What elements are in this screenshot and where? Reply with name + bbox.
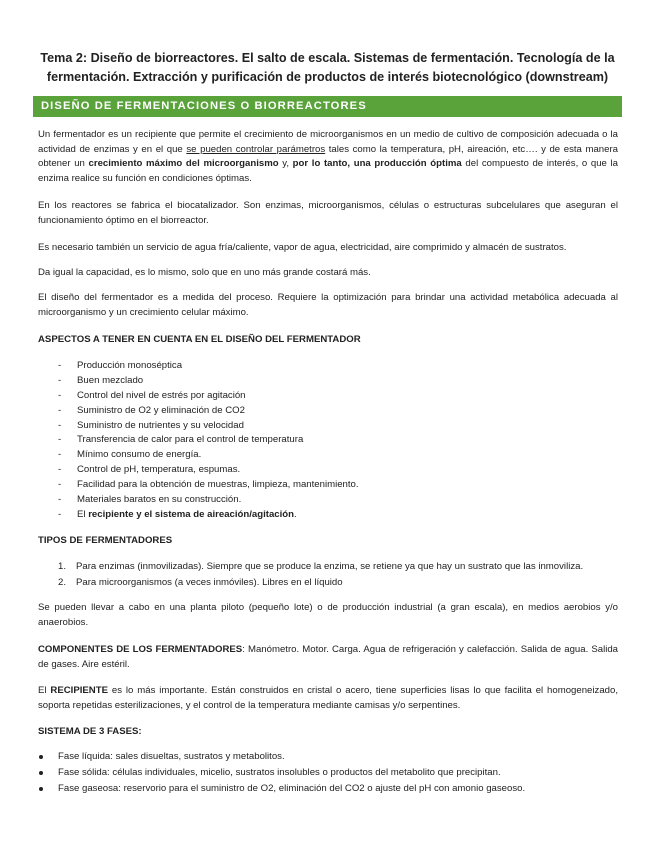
- types-heading: TIPOS DE FERMENTADORES: [38, 535, 173, 546]
- intro-text-d: del compuesto de interés, o que la enzima realice su función en condiciones óptimas.: [38, 158, 618, 184]
- paragraph-components: COMPONENTES DE LOS FERMENTADORES: Manómetro. Motor. Carga. Agua de refrigeración y calefacción. Salida de agua. Salida de gases. Aire estéril.: [38, 644, 619, 670]
- phases-heading: SISTEMA DE 3 FASES:: [38, 726, 142, 737]
- bullet-icon: [39, 787, 43, 791]
- list-item: Fase gaseosa: reservorio para el suministro de O2, eliminación del CO2 o ajuste del pH con amonio gaseoso.: [38, 781, 525, 797]
- list-item: - Suministro de O2 y eliminación de CO2: [58, 404, 245, 416]
- types-list: [58, 559, 583, 590]
- intro-bold-2: por lo tanto, una producción óptima: [292, 158, 462, 170]
- list-item: - Materiales baratos en su construcción.: [58, 494, 242, 506]
- section-banner-label: DISEÑO DE FERMENTACIONES O BIORREACTORES: [41, 100, 367, 112]
- paragraph-capacity: Da igual la capacidad, es lo mismo, solo que en uno más grande costará más.: [38, 267, 371, 278]
- components-label: COMPONENTES DE LOS FERMENTADORES: [38, 644, 243, 655]
- bullet-icon: [39, 771, 43, 775]
- list-item: Fase líquida: sales disueltas, sustratos y metabolitos.: [38, 749, 525, 765]
- paragraph-design: El diseño del fermentador es a medida del proceso. Requiere la optimización para brindar una actividad metabólica adecuada al microorganismo y un crecimiento celular máximo.: [38, 292, 618, 318]
- phases-list: [38, 749, 525, 798]
- bullet-icon: [39, 755, 43, 759]
- list-item: - Control del nivel de estrés por agitación: [58, 389, 246, 401]
- intro-underlined: se pueden controlar parámetros: [186, 143, 326, 155]
- list-item: - Control de pH, temperatura, espumas.: [58, 464, 241, 476]
- section-banner: [33, 96, 622, 117]
- list-item-last: - El recipiente y el sistema de aireación/agitación.: [58, 508, 297, 520]
- document-title: Tema 2: Diseño de biorreactores. El salto de escala. Sistemas de fermentación. Tecnología de la fermentación. Extracción y purificación de productos de interés biotecnológico (downstream): [40, 51, 615, 84]
- intro-text-b: tales como la temperatura, pH, aireación, etc…. y de esta manera obtener un: [38, 143, 618, 170]
- list-item: - Buen mezclado: [58, 374, 144, 386]
- paragraph-services: Es necesario también un servicio de agua fría/caliente, vapor de agua, electricidad, aire comprimido y almacén de sustratos.: [38, 242, 567, 253]
- list-item: - Transferencia de calor para el control de temperatura: [58, 434, 304, 446]
- intro-bold-1: crecimiento máximo del microorganismo: [88, 158, 279, 170]
- aspects-heading: ASPECTOS A TENER EN CUENTA EN EL DISEÑO DEL FERMENTADOR: [38, 334, 361, 345]
- list-item: - Producción monoséptica: [58, 360, 183, 371]
- paragraph-scale: Se pueden llevar a cabo en una planta piloto (pequeño lote) o de producción industrial (a gran escala), en medios aerobios y/o anaerobios.: [38, 602, 618, 628]
- paragraph-reactors: En los reactores se fabrica el biocatalizador. Son enzimas, microorganismos, células o estructuras subcelulares que aseguran el funcionamiento óptimo en el biorreactor.: [38, 200, 618, 226]
- aspects-list: [58, 359, 359, 523]
- list-item: - Suministro de nutrientes y su velocidad: [58, 419, 244, 431]
- list-item: 1. Para enzimas (inmovilizadas). Siempre que se produce la enzima, se retiene ya que hay un sustrato que las inmoviliza.: [58, 561, 584, 572]
- paragraph-intro: [38, 128, 618, 186]
- intro-text-a: Un fermentador es un recipiente que permite el crecimiento de microorganismos en un medio de cultivo de composición adecuada o la actividad de enzimas y en el que: [38, 129, 618, 155]
- paragraph-recipient: El RECIPIENTE es lo más importante. Están construidos en cristal o acero, tiene superficies lisas lo que facilita el homogeneizado, soporta repetidas esterilizaciones, y el control de la temperatura mediante camisas y/o serpentines.: [38, 685, 618, 711]
- intro-text-c: y,: [278, 158, 293, 170]
- list-item: Fase sólida: células individuales, micelio, sustratos insolubles o productos del metabolito que precipitan.: [38, 765, 525, 781]
- recipient-label: RECIPIENTE: [50, 685, 108, 696]
- list-item: 2. Para microorganismos (a veces inmóviles). Libres en el líquido: [58, 576, 343, 588]
- list-item: - Facilidad para la obtención de muestras, limpieza, mantenimiento.: [58, 479, 359, 491]
- list-item: - Mínimo consumo de energía.: [58, 449, 202, 461]
